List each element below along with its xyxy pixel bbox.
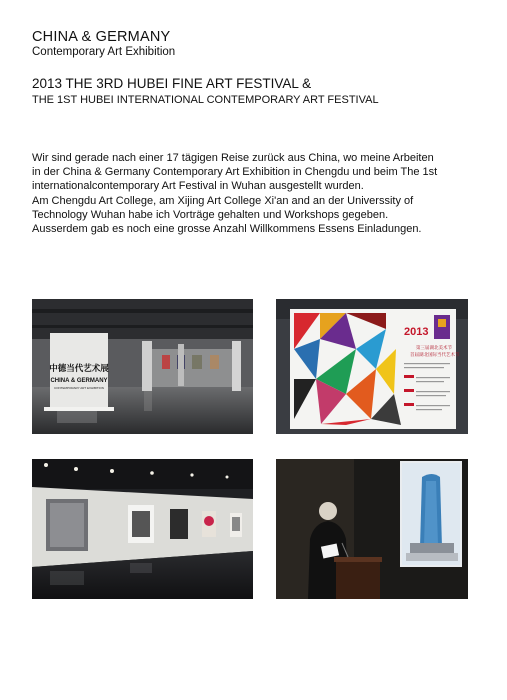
- photo-lecture: [276, 459, 468, 599]
- festival-title: 2013 THE 3RD HUBEI FINE ART FESTIVAL &: [32, 76, 312, 91]
- body-line: Ausserdem gab es noch eine grosse Anzahl Willkommens Essens Einladungen.: [32, 223, 422, 236]
- exhibition-title: CHINA & GERMANY: [32, 29, 171, 45]
- poster-chinese-title-1: 第三届湖北美术节: [416, 346, 452, 351]
- body-line: Wir sind gerade nach einer 17 tägigen Reise zurück aus China, wo meine Arbeiten: [32, 152, 434, 164]
- poster-chinese-title-2: 首届湖北国际当代艺术节: [410, 353, 460, 358]
- exhibition-subtitle: Contemporary Art Exhibition: [32, 46, 176, 58]
- body-line: Technology Wuhan habe ich Vorträge gehalten und Workshops gegeben.: [32, 208, 389, 221]
- body-line: in der China & Germany Contemporary Art Exhibition in Chengdu und beim The 1st: [32, 166, 438, 179]
- photo-exhibition-hall: [32, 299, 253, 434]
- photo-festival-poster: [276, 299, 468, 434]
- sign-chinese-text: 中德当代艺术展: [49, 364, 109, 374]
- poster-year: 2013: [404, 326, 429, 338]
- body-line: internationalcontemporary Art Festival in Wuhan ausgestellt wurden.: [32, 180, 364, 193]
- body-text: [32, 151, 482, 236]
- photo-gallery-wall: [32, 459, 253, 599]
- body-line: Am Chengdu Art College, am Xijing Art College Xi'an and an der Universsity of: [32, 194, 414, 207]
- festival-subtitle: THE 1ST HUBEI INTERNATIONAL CONTEMPORARY ART FESTIVAL: [32, 94, 379, 106]
- sign-english-subtitle: CONTEMPORARY ART EXHIBITION: [54, 386, 104, 390]
- sign-english-title: CHINA & GERMANY: [50, 378, 108, 384]
